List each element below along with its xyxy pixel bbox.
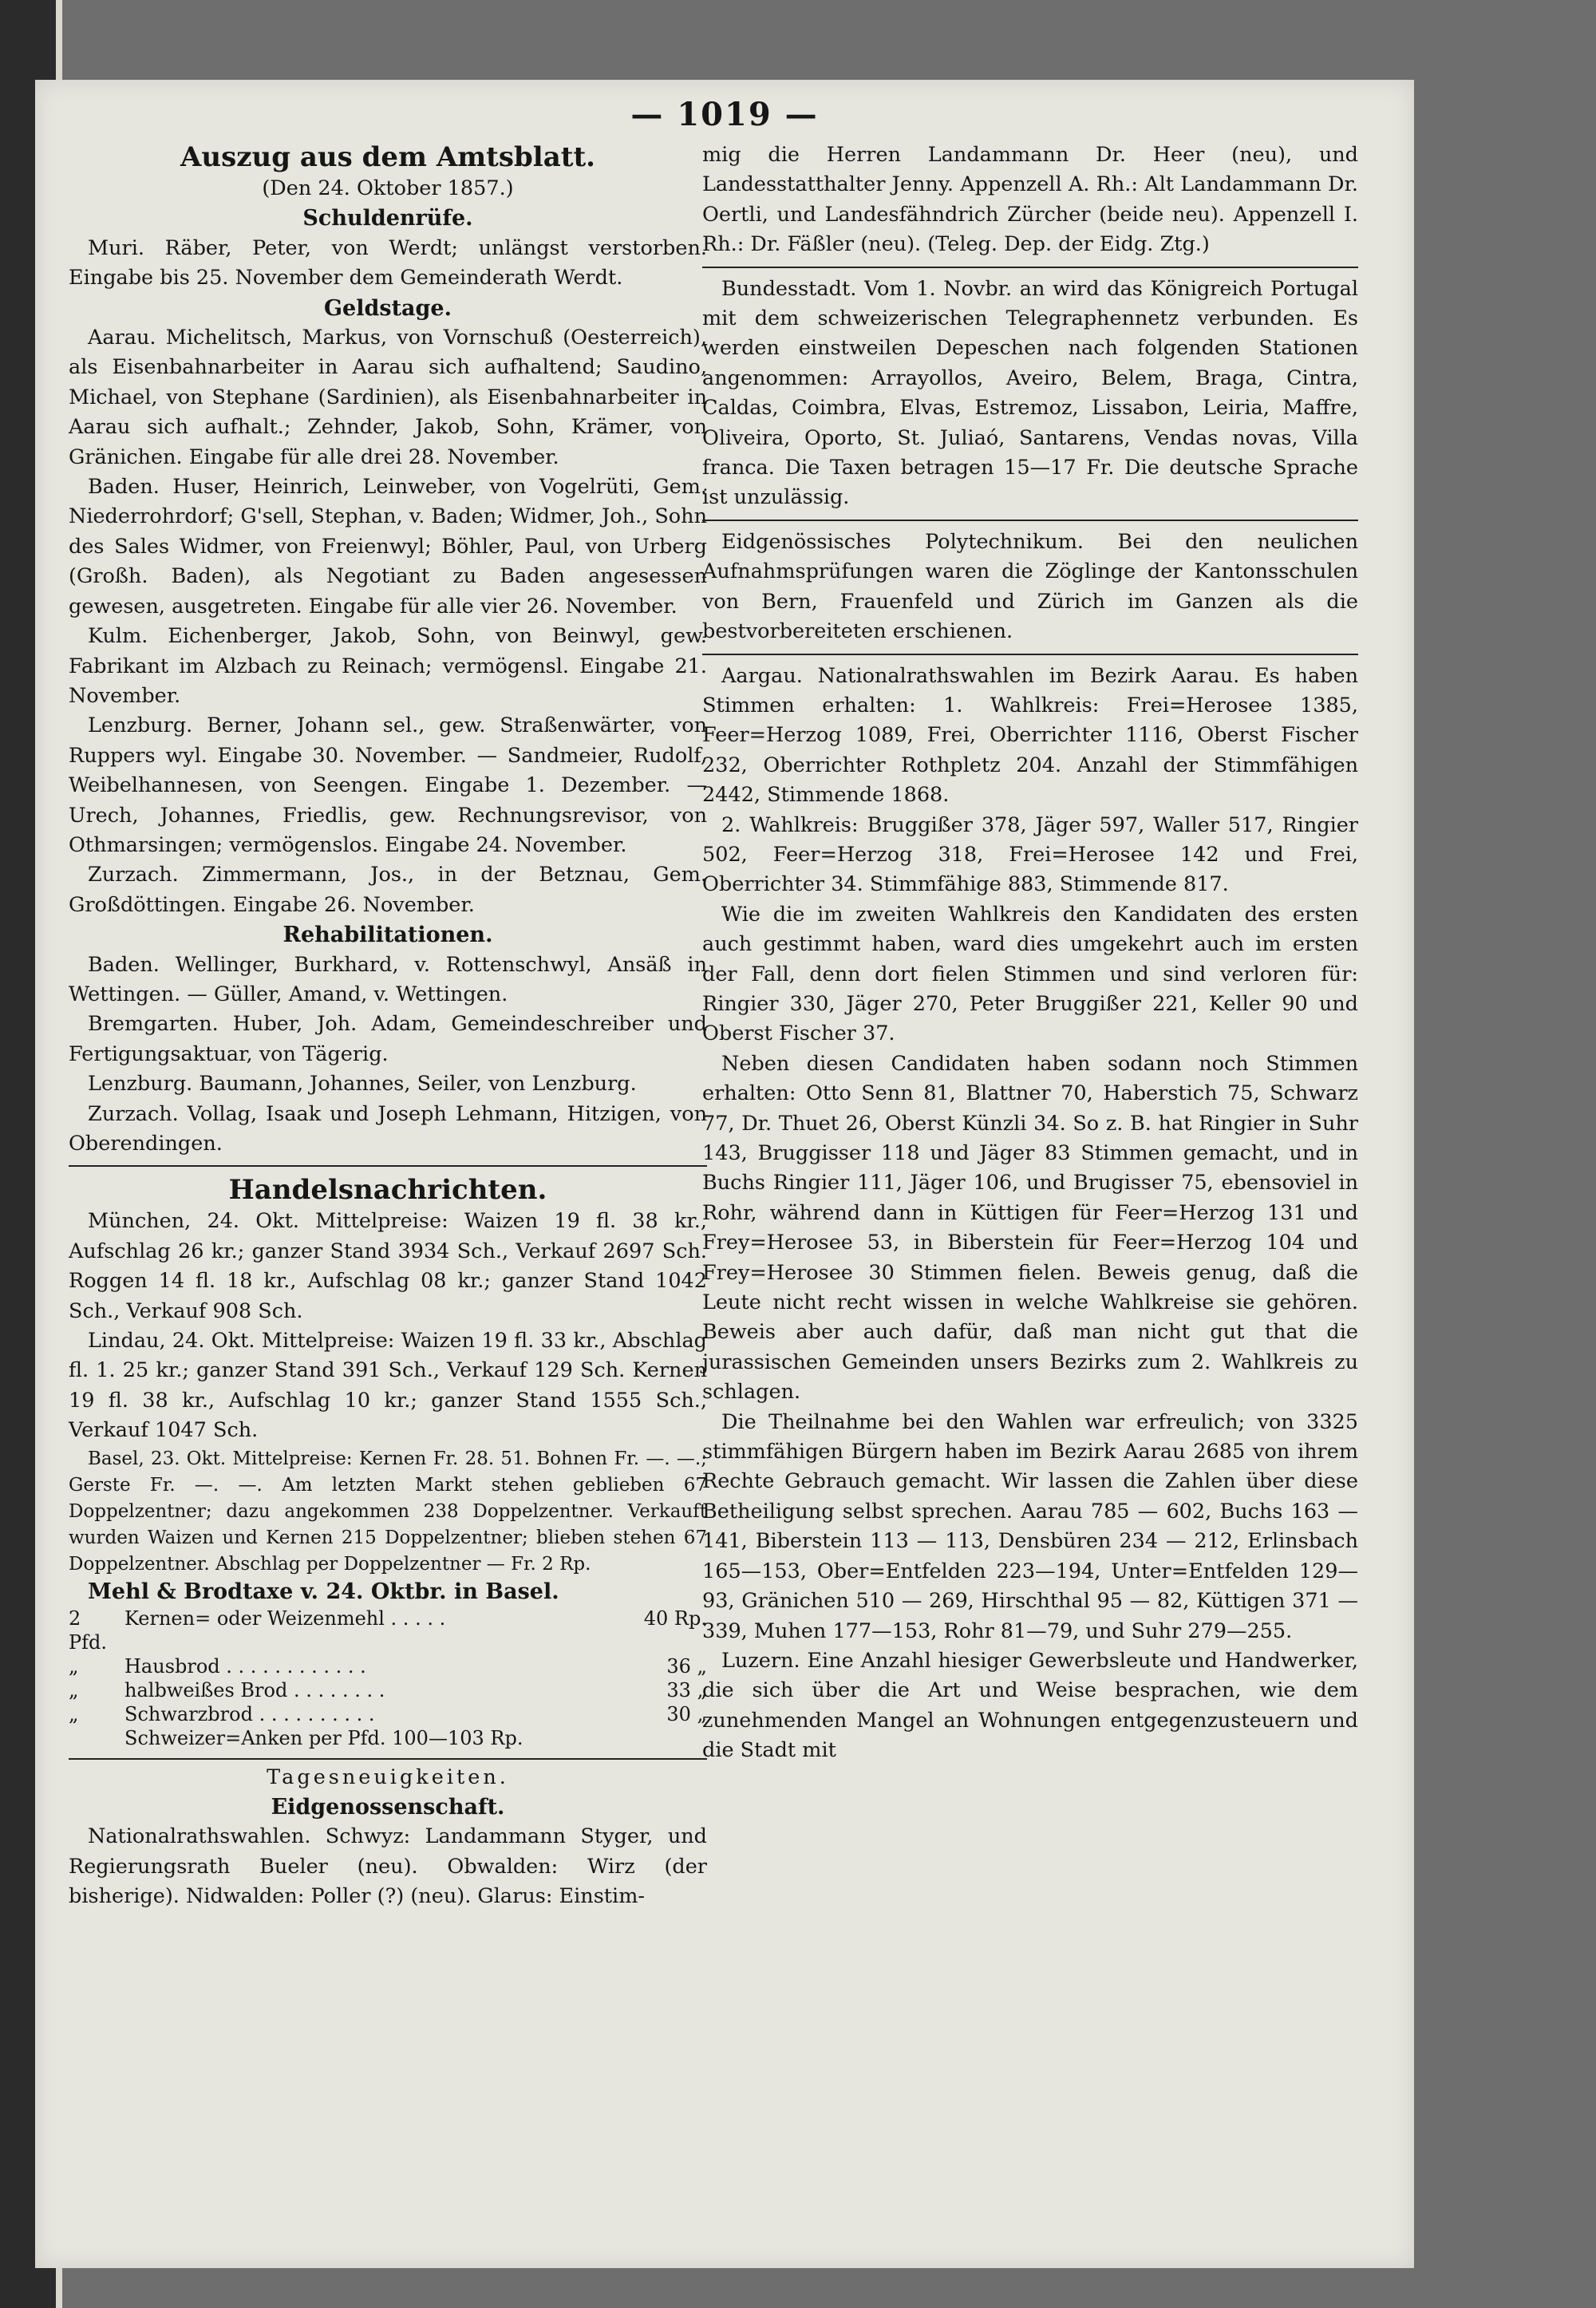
brodtaxe-heading: Mehl & Brodtaxe v. 24. Oktbr. in Basel. xyxy=(88,1579,559,1604)
news-paragraph: Neben diesen Candidaten haben sodann noch Stimmen erhalten: Otto Senn 81, Blattner 70, Haberstich 75, Schwarz 77, Dr. Thuet 26, Oberst Künzli 34. So z. B. hat Ringier in Suhr 143, Bruggisser 118 und Jäger 83 Stimmen gemacht, und in Buchs Ringier 111, Jäger 106, und Brugisser 75, ebensoviel in Rohr, während dann in Küttigen für Feer=Herzog 131 und Frey=Herosee 53, in Biberstein für Feer=Herzog 104 und Frey=Herosee 30 Stimmen fielen. Beweis genug, daß die Leute nicht recht wissen in welche Wahlkreise sie gehören. Beweis aber auch dafür, daß man nicht gut that die jurassischen Gemeinden unsers Bezirks zum 2. Wahlkreis zu schlagen. xyxy=(702,1051,1358,1405)
news-paragraph: 2. Wahlkreis: Bruggißer 378, Jäger 597, Waller 517, Ringier 502, Feer=Herzog 318, Frei=Herosee 142 und Frei, Oberrichter 34. Stimmfähige 883, Stimmende 817. xyxy=(702,812,1358,897)
right-column xyxy=(702,140,1358,1766)
news-paragraph: mig die Herren Landammann Dr. Heer (neu), und Landesstatthalter Jenny. Appenzell A. Rh.: Alt Landammann Dr. Oertli, und Landesfähndrich Zürcher (beide neu). Appenzell I. Rh.: Dr. Fäßler (neu). (Teleg. Dep. der Eidg. Ztg.) xyxy=(702,143,1358,257)
amtsblatt-date: (Den 24. Oktober 1857.) xyxy=(262,176,514,200)
market-report: Lindau, 24. Okt. Mittelpreise: Waizen 19 fl. 33 kr., Abschlag fl. 1. 25 kr.; ganzer Stand 391 Sch., Verkauf 129 Sch. Kernen 19 fl. 38 kr., Aufschlag 10 kr.; ganzer Stand 1555 Sch., Verkauf 1047 Sch. xyxy=(69,1329,707,1443)
eidgenossenschaft-heading: Eidgenossenschaft. xyxy=(271,1795,505,1820)
section-divider xyxy=(702,267,1358,268)
geldstag-entry: Aarau. Michelitsch, Markus, von Vornschuß (Oesterreich), als Eisenbahnarbeiter in Aarau sich aufhaltend; Saudino, Michael, von Stephane (Sardinien), als Eisenbahnarbeiter in Aarau sich aufhalt.; Zehnder, Jakob, Sohn, Krämer, von Gränichen. Eingabe für alle drei 28. November. xyxy=(69,326,707,469)
brodtaxe-row: 2 Pfd. Kernen= oder Weizenmehl . . . . . 40 Rp. xyxy=(69,1607,707,1654)
news-paragraph: Nationalrathswahlen. Schwyz: Landammann Styger, und Regierungsrath Bueler (neu). Obwalden: Wirz (der bisherige). Nidwalden: Poller (?) (neu). Glarus: Einstim- xyxy=(69,1824,707,1909)
section-divider xyxy=(69,1758,707,1760)
section-divider xyxy=(702,520,1358,521)
tagesneuigkeiten-heading: Tagesneuigkeiten. xyxy=(267,1765,509,1789)
news-paragraph: Die Theilnahme bei den Wahlen war erfreulich; von 3325 stimmfähigen Bürgern haben im Bezirk Aarau 2685 von ihrem Rechte Gebrauch gemacht. Wir lassen die Zahlen über diese Betheiligung selbst sprechen. Aarau 785 — 602, Buchs 163 — 141, Biberstein 113 — 113, Densbüren 234 — 212, Erlinsbach 165—153, Ober=Entfelden 223—194, Unter=Entfelden 129—93, Gränichen 510 — 269, Hirschthal 95 — 82, Küttigen 371 — 339, Muhen 177—153, Rohr 81—79, und Suhr 279—255. xyxy=(702,1409,1358,1643)
handel-heading: Handelsnachrichten. xyxy=(228,1174,547,1207)
page-number: — 1019 — xyxy=(630,96,819,133)
market-report: München, 24. Okt. Mittelpreise: Waizen 19 fl. 38 kr., Aufschlag 26 kr.; ganzer Stand 3934 Sch., Verkauf 2697 Sch. Roggen 14 fl. 18 kr., Aufschlag 08 kr.; ganzer Stand 1042 Sch., Verkauf 908 Sch. xyxy=(69,1209,707,1323)
news-paragraph: Wie die im zweiten Wahlkreis den Kandidaten des ersten auch gestimmt haben, ward dies umgekehrt auch im ersten der Fall, denn dort fielen Stimmen und sind verloren für: Ringier 330, Jäger 270, Peter Bruggißer 221, Keller 90 und Oberst Fischer 37. xyxy=(702,902,1358,1046)
section-divider xyxy=(69,1165,707,1167)
news-paragraph: Luzern. Eine Anzahl hiesiger Gewerbsleute und Handwerker, die sich über die Art und Weise besprachen, wie dem zunehmenden Mangel an Wohnungen entgegenzusteuern und die Stadt mit xyxy=(702,1648,1358,1763)
brodtaxe-row: „ Schwarzbrod . . . . . . . . . . 30 „ xyxy=(69,1702,707,1725)
geldstag-entry: Baden. Huser, Heinrich, Leinweber, von Vogelrüti, Gem. Niederrohrdorf; G'sell, Stephan, v. Baden; Widmer, Joh., Sohn des Sales Widmer, von Freienwyl; Böhler, Paul, von Urberg (Großh. Baden), als Negotiant zu Baden angesessen gewesen, ausgetreten. Eingabe für alle vier 26. November. xyxy=(69,475,707,618)
rehabilitation-entry: Lenzburg. Baumann, Johannes, Seiler, von Lenzburg. xyxy=(88,1072,637,1097)
section-divider xyxy=(702,654,1358,655)
geldstag-entry: Kulm. Eichenberger, Jakob, Sohn, von Beinwyl, gew. Fabrikant im Alzbach zu Reinach; vermögensl. Eingabe 21. November. xyxy=(69,624,707,708)
geldstag-entry: Zurzach. Zimmermann, Jos., in der Betznau, Gem. Großdöttingen. Eingabe 26. November. xyxy=(69,863,707,917)
rehabilitation-entry: Baden. Wellinger, Burkhard, v. Rottenschwyl, Ansäß in Wettingen. — Güller, Amand, v. Wettingen. xyxy=(69,952,707,1006)
news-paragraph: Eidgenössisches Polytechnikum. Bei den neulichen Aufnahmsprüfungen waren die Zöglinge der Kantonsschulen von Bern, Frauenfeld und Zürich im Ganzen als die bestvorbereiteten erschienen. xyxy=(702,529,1358,644)
news-paragraph: Aargau. Nationalrathswahlen im Bezirk Aarau. Es haben Stimmen erhalten: 1. Wahlkreis: Frei=Herosee 1385, Feer=Herzog 1089, Frei, Oberrichter 1116, Oberst Fischer 232, Oberrichter Rothpletz 204. Anzahl der Stimmfähigen 2442, Stimmende 1868. xyxy=(702,663,1358,808)
geldstage-heading: Geldstage. xyxy=(324,295,452,321)
news-paragraph: Bundesstadt. Vom 1. Novbr. an wird das Königreich Portugal mit dem schweizerischen Telegraphennetz verbunden. Es werden einstweilen Depeschen nach folgenden Stationen angenommen: Arrayollos, Aveiro, Belem, Braga, Cintra, Caldas, Coimbra, Elvas, Estremoz, Lissabon, Leiria, Maffre, Oliveira, Oporto, St. Juliaó, Santarens, Vendas novas, Villa franca. Die Taxen betragen 15—17 Fr. Die deutsche Sprache ist unzulässig. xyxy=(702,276,1358,510)
geldstag-entry: Lenzburg. Berner, Johann sel., gew. Straßenwärter, von Ruppers wyl. Eingabe 30. November. — Sandmeier, Rudolf, Weibelhannesen, von Seengen. Eingabe 1. Dezember. — Urech, Johannes, Friedlis, gew. Rechnungsrevisor, von Othmarsingen; vermögenslos. Eingabe 24. November. xyxy=(69,713,707,857)
left-column xyxy=(69,140,707,1912)
market-report-basel: Basel, 23. Okt. Mittelpreise: Kernen Fr. 28. 51. Bohnen Fr. —. —.; Gerste Fr. —. —. Am letzten Markt stehen geblieben 67 Doppelzentner; dazu angekommen 238 Doppelzentner. Verkauft wurden Waizen und Kernen 215 Doppelzentner; blieben stehen 67 Doppelzentner. Abschlag per Doppelzentner — Fr. 2 Rp. xyxy=(69,1448,707,1575)
anken-price: Schweizer=Anken per Pfd. 100—103 Rp. xyxy=(124,1726,523,1749)
brodtaxe-row: „ halbweißes Brod . . . . . . . . 33 „ xyxy=(69,1678,707,1701)
rehabilitationen-heading: Rehabilitationen. xyxy=(282,923,493,948)
newspaper-page xyxy=(35,80,1414,2268)
brodtaxe-row: „ Hausbrod . . . . . . . . . . . . 36 „ xyxy=(69,1654,707,1678)
rehabilitation-entry: Zurzach. Vollag, Isaak und Joseph Lehmann, Hitzigen, von Oberendingen. xyxy=(69,1101,707,1156)
rehabilitation-entry: Bremgarten. Huber, Joh. Adam, Gemeindeschreiber und Fertigungsaktuar, von Tägerig. xyxy=(69,1012,707,1066)
schuldenruf-entry: Muri. Räber, Peter, von Werdt; unlängst verstorben. Eingabe bis 25. November dem Gemeinderath Werdt. xyxy=(69,235,707,290)
amtsblatt-title: Auszug aus dem Amtsblatt. xyxy=(180,141,595,173)
schuldenrufe-heading: Schuldenrüfe. xyxy=(302,206,473,231)
